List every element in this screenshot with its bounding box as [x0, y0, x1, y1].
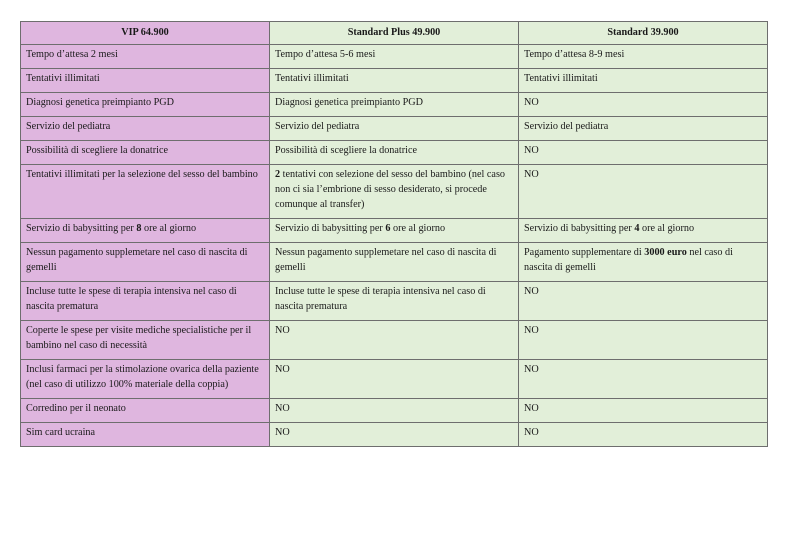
header-standard-plus: Standard Plus 49.900: [270, 22, 519, 45]
cell-text: NO: [275, 403, 290, 414]
cell-standard: [519, 165, 768, 219]
cell-text: Tempo d’attesa 5-6 mesi: [275, 49, 376, 60]
cell-standard: [519, 69, 768, 93]
cell-text: nel caso di nascita di gemelli: [524, 247, 733, 273]
cell-vip: [21, 69, 270, 93]
cell-standard: [519, 399, 768, 423]
cell-text: ore al giorno: [639, 223, 695, 234]
table-row: [21, 219, 768, 243]
cell-text: NO: [275, 325, 290, 336]
cell-standard-plus: [270, 321, 519, 360]
cell-vip: [21, 399, 270, 423]
cell-standard: [519, 360, 768, 399]
cell-text: Servizio del pediatra: [524, 121, 609, 132]
table-header: [21, 22, 768, 45]
cell-text: Nessun pagamento supplemetare nel caso di nascita di gemelli: [275, 247, 497, 273]
cell-vip: [21, 45, 270, 69]
cell-standard-plus: [270, 282, 519, 321]
cell-standard: [519, 282, 768, 321]
cell-text: Servizio del pediatra: [275, 121, 360, 132]
table-row: [21, 360, 768, 399]
cell-vip: [21, 93, 270, 117]
cell-text: ore al giorno: [141, 223, 197, 234]
table-row: [21, 165, 768, 219]
cell-text: Incluse tutte le spese di terapia intensiva nel caso di nascita prematura: [26, 286, 237, 312]
cell-text: NO: [524, 286, 539, 297]
cell-vip: [21, 243, 270, 282]
cell-text: Possibilità di scegliere la donatrice: [26, 145, 169, 156]
cell-text: Tentativi illimitati per la selezione del sesso del bambino: [26, 169, 258, 180]
cell-text: Tempo d’attesa 2 mesi: [26, 49, 118, 60]
table-row: [21, 93, 768, 117]
cell-text: NO: [524, 427, 539, 438]
table-row: [21, 423, 768, 447]
cell-standard: [519, 321, 768, 360]
cell-text: tentativi con selezione del sesso del bambino (nel caso non ci sia l’embrione di sesso desiderato, si procede comunque al transfer): [275, 169, 505, 210]
cell-standard-plus: [270, 399, 519, 423]
cell-text: Possibilità di scegliere la donatrice: [275, 145, 418, 156]
cell-standard: [519, 141, 768, 165]
cell-standard: [519, 45, 768, 69]
cell-text: Nessun pagamento supplemetare nel caso di nascita di gemelli: [26, 247, 248, 273]
cell-text: NO: [524, 145, 539, 156]
cell-text-bold: 4: [634, 223, 640, 234]
cell-text: Coperte le spese per visite mediche specialistiche per il bambino nel caso di necessità: [26, 325, 252, 351]
table-row: [21, 141, 768, 165]
cell-vip: [21, 360, 270, 399]
cell-text: Tentativi illimitati: [26, 73, 100, 84]
cell-text: Pagamento supplementare di: [524, 247, 645, 258]
cell-text: NO: [275, 427, 290, 438]
table-row: [21, 69, 768, 93]
table-row: [21, 45, 768, 69]
cell-vip: [21, 117, 270, 141]
cell-standard-plus: [270, 93, 519, 117]
cell-text: NO: [524, 403, 539, 414]
cell-text: NO: [524, 325, 539, 336]
table-row: [21, 282, 768, 321]
cell-vip: [21, 321, 270, 360]
plans-comparison-table: [20, 21, 768, 447]
cell-text: Tentativi illimitati: [524, 73, 598, 84]
cell-text: NO: [524, 364, 539, 375]
cell-text: Sim card ucraina: [26, 427, 96, 438]
cell-vip: [21, 423, 270, 447]
cell-vip: [21, 282, 270, 321]
cell-standard: [519, 423, 768, 447]
cell-text-bold: 8: [136, 223, 142, 234]
header-row: [21, 22, 768, 45]
cell-standard-plus: [270, 219, 519, 243]
table-row: [21, 321, 768, 360]
cell-text: Inclusi farmaci per la stimolazione ovarica della paziente (nel caso di utilizzo 100% materiale della coppia): [26, 364, 259, 390]
cell-vip: [21, 165, 270, 219]
cell-text: Tentativi illimitati: [275, 73, 349, 84]
cell-text-bold: 2: [275, 169, 281, 180]
cell-standard-plus: [270, 165, 519, 219]
cell-standard-plus: [270, 243, 519, 282]
cell-text: Incluse tutte le spese di terapia intensiva nel caso di nascita prematura: [275, 286, 486, 312]
cell-text: Servizio del pediatra: [26, 121, 111, 132]
cell-standard-plus: [270, 117, 519, 141]
cell-standard: [519, 93, 768, 117]
cell-standard-plus: [270, 360, 519, 399]
cell-text: Corredino per il neonato: [26, 403, 126, 414]
cell-text: ore al giorno: [390, 223, 446, 234]
cell-text-bold: 6: [385, 223, 391, 234]
cell-text-bold: 3000 euro: [644, 247, 687, 258]
table-row: [21, 117, 768, 141]
cell-text: Diagnosi genetica preimpianto PGD: [26, 97, 174, 108]
cell-standard: [519, 117, 768, 141]
cell-text: Servizio di babysitting per: [524, 223, 635, 234]
table-row: [21, 243, 768, 282]
table-row: [21, 399, 768, 423]
cell-text: Tempo d’attesa 8-9 mesi: [524, 49, 625, 60]
cell-standard: [519, 243, 768, 282]
cell-text: NO: [524, 169, 539, 180]
cell-text: Servizio di babysitting per: [275, 223, 386, 234]
table-body: [21, 45, 768, 447]
cell-text: Servizio di babysitting per: [26, 223, 137, 234]
cell-standard-plus: [270, 423, 519, 447]
cell-text: Diagnosi genetica preimpianto PGD: [275, 97, 423, 108]
header-vip: VIP 64.900: [21, 22, 270, 45]
cell-standard-plus: [270, 45, 519, 69]
header-standard: Standard 39.900: [519, 22, 768, 45]
cell-vip: [21, 219, 270, 243]
cell-vip: [21, 141, 270, 165]
cell-standard-plus: [270, 69, 519, 93]
cell-standard: [519, 219, 768, 243]
cell-text: NO: [524, 97, 539, 108]
cell-text: NO: [275, 364, 290, 375]
cell-standard-plus: [270, 141, 519, 165]
